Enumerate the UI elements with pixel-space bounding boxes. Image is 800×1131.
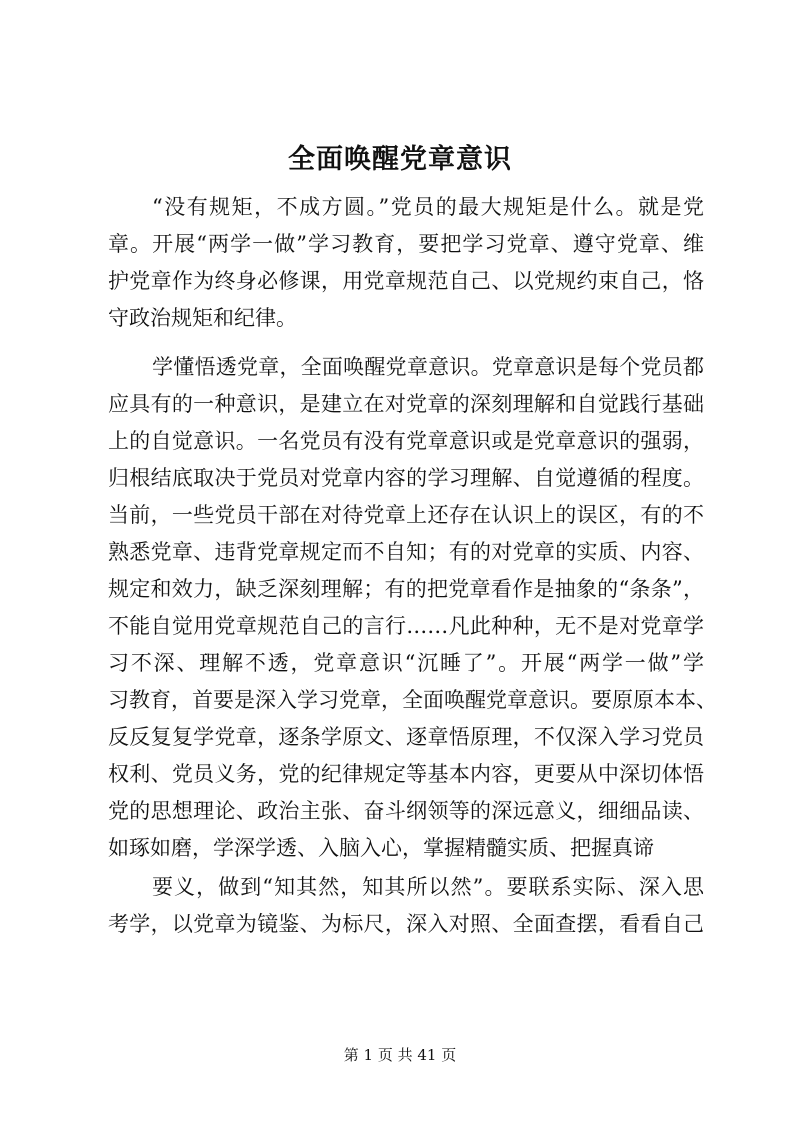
paragraph-line: 党的思想理论、政治主张、奋斗纲领等的深远意义，细细品读、 (108, 799, 704, 823)
paragraph-line: 要义，做到“知其然，知其所以然”。要联系实际、深入思 (152, 875, 704, 899)
document-title: 全面唤醒党章意识 (288, 144, 512, 175)
paragraph-line: 应具有的一种意识，是建立在对党章的深刻理解和自觉践行基础 (108, 392, 704, 416)
paragraph-line: 不能自觉用党章规范自己的言行……凡此种种，无不是对党章学 (108, 614, 704, 638)
paragraph-line: 习不深、理解不透，党章意识“沉睡了”。开展“两学一做”学 (108, 651, 704, 675)
paragraph-line: 熟悉党章、违背党章规定而不自知；有的对党章的实质、内容、 (108, 540, 704, 564)
paragraph-line: 反反复复学党章，逐条学原文、逐章悟原理，不仅深入学习党员 (108, 725, 704, 749)
paragraph-line: 权利、党员义务，党的纪律规定等基本内容，更要从中深切体悟 (108, 762, 704, 786)
paragraph-line: 守政治规矩和纪律。 (108, 306, 297, 330)
paragraph-line: 习教育，首要是深入学习党章，全面唤醒党章意识。要原原本本、 (108, 688, 717, 712)
page-number-footer: 第 1 页 共 41 页 (343, 1046, 457, 1064)
paragraph-line: 规定和效力，缺乏深刻理解；有的把党章看作是抽象的“条条”， (108, 577, 704, 601)
paragraph-line: 章。开展“两学一做”学习教育，要把学习党章、遵守党章、维 (108, 232, 704, 256)
paragraph-line: 考学，以党章为镜鉴、为标尺，深入对照、全面查摆，看看自己 (108, 912, 704, 936)
paragraph-line: 当前，一些党员干部在对待党章上还存在认识上的误区，有的不 (108, 503, 704, 527)
paragraph-line: 护党章作为终身必修课，用党章规范自己、以党规约束自己，恪 (108, 269, 704, 293)
paragraph-line: 上的自觉意识。一名党员有没有党章意识或是党章意识的强弱， (108, 429, 704, 453)
paragraph-line: 学懂悟透党章，全面唤醒党章意识。党章意识是每个党员都 (152, 355, 704, 379)
paragraph-line: 如琢如磨，学深学透、入脑入心，掌握精髓实质、把握真谛 (108, 836, 654, 860)
paragraph-line: 归根结底取决于党员对党章内容的学习理解、自觉遵循的程度。 (108, 466, 704, 490)
paragraph-line: “没有规矩，不成方圆。”党员的最大规矩是什么。就是党 (152, 195, 704, 219)
